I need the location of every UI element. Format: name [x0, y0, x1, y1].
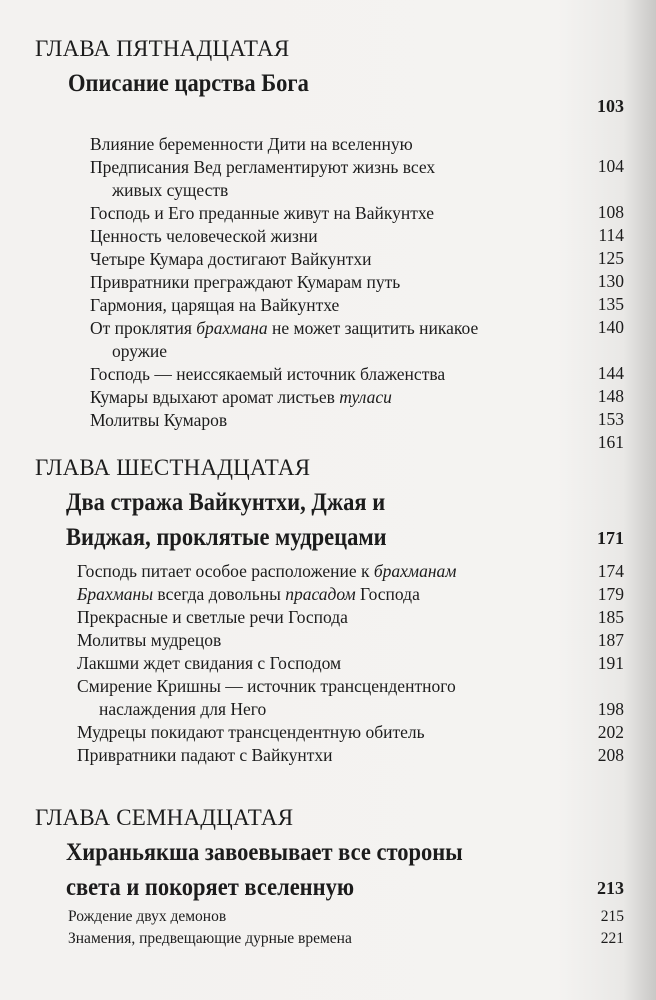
text-segment: Привратники преграждают Кумарам путь — [90, 272, 401, 292]
page-number: 179 — [597, 584, 624, 604]
entry-text — [77, 653, 341, 674]
entry-text — [77, 607, 348, 628]
text-segment: Мудрецы покидают трансцендентную обитель — [77, 722, 425, 742]
page-number: 140 — [597, 317, 624, 337]
page-number: 161 — [597, 432, 624, 452]
page-number: 144 — [597, 363, 624, 383]
page-number: 191 — [597, 653, 624, 673]
text-segment: Рождение двух демонов — [68, 908, 227, 925]
chapter-title: света и покоряет вселенную — [66, 874, 355, 901]
entry-text — [90, 157, 435, 178]
entry-text — [77, 561, 456, 582]
entry-text — [77, 630, 221, 651]
text-segment: Влияние беременности Дити на вселенную — [90, 134, 413, 154]
text-segment: Господь питает особое расположение к — [77, 561, 374, 581]
italic-term: туласи — [339, 387, 392, 407]
page-number: 198 — [597, 699, 624, 719]
page-number: 135 — [597, 294, 624, 314]
chapter-heading: ГЛАВА ПЯТНАДЦАТАЯ — [35, 36, 290, 61]
page-number: 130 — [597, 271, 624, 291]
entry-text — [90, 226, 318, 247]
text-segment: Гармония, царящая на Вайкунтхе — [90, 295, 340, 315]
italic-term: брахмана — [196, 318, 268, 338]
text-segment: Господь и Его преданные живут на Вайкунтхе — [90, 203, 434, 223]
entry-text — [90, 295, 339, 316]
chapter-title: Описание царства Бога — [68, 70, 309, 97]
chapter-heading: ГЛАВА ШЕСТНАДЦАТАЯ — [35, 455, 311, 480]
entry-text — [90, 249, 372, 270]
entry-text — [112, 180, 228, 201]
text-segment: Лакшми ждет свидания с Господом — [77, 653, 342, 673]
italic-term: брахманам — [373, 561, 457, 581]
page-number: 153 — [597, 409, 624, 429]
text-segment: Знамения, предвещающие дурные времена — [68, 930, 352, 947]
entry-text — [77, 722, 425, 743]
chapter-page-number: 103 — [597, 96, 624, 116]
page-number: 108 — [597, 202, 624, 222]
text-segment: Предписания Вед регламентируют жизнь всех — [90, 157, 436, 177]
italic-term: Брахманы — [77, 584, 154, 604]
entry-text — [90, 387, 392, 408]
chapter-page-number: 213 — [597, 878, 624, 898]
page-number: 104 — [597, 156, 624, 176]
chapter-title: Два стража Вайкунтхи, Джая и — [66, 489, 386, 516]
text-segment: Ценность человеческой жизни — [90, 226, 318, 246]
text-segment: Смирение Кришны — источник трансцендентного — [77, 676, 456, 696]
entry-text — [112, 341, 167, 362]
page-number: 185 — [597, 607, 624, 627]
page-number: 174 — [597, 561, 624, 581]
page-number: 202 — [597, 722, 624, 742]
entry-text — [77, 584, 420, 605]
page-number: 125 — [597, 248, 624, 268]
entry-text — [68, 930, 352, 948]
entry-text — [68, 908, 226, 926]
page-number: 114 — [598, 225, 624, 245]
text-segment: Молитвы Кумаров — [90, 410, 228, 430]
text-segment: не может защитить никакое — [267, 318, 479, 338]
entry-text — [90, 272, 400, 293]
text-segment: Прекрасные и светлые речи Господа — [77, 607, 348, 627]
text-segment: наслаждения для Него — [99, 699, 267, 719]
chapter-page-number: 171 — [597, 528, 624, 548]
entry-text — [77, 676, 456, 697]
entry-text — [90, 364, 445, 385]
page-number: 208 — [597, 745, 624, 765]
text-segment: оружие — [112, 341, 168, 361]
entry-text — [77, 745, 332, 766]
text-segment: От проклятия — [90, 318, 197, 338]
chapter-heading: ГЛАВА СЕМНАДЦАТАЯ — [35, 805, 294, 830]
chapter-title: Виджая, проклятые мудрецами — [66, 524, 387, 551]
entry-text — [90, 134, 413, 155]
page-number: 187 — [597, 630, 624, 650]
italic-term: прасадом — [285, 584, 356, 604]
page-number: 215 — [600, 908, 624, 925]
entry-text — [90, 410, 227, 431]
entry-text — [90, 203, 434, 224]
text-segment: живых существ — [112, 180, 229, 200]
text-segment: Господь — неиссякаемый источник блаженства — [90, 364, 446, 384]
text-segment: Молитвы мудрецов — [77, 630, 222, 650]
page-number: 148 — [597, 386, 624, 406]
text-segment: Четыре Кумара достигают Вайкунтхи — [90, 249, 372, 269]
chapter-title: Хираньякша завоевывает все стороны — [66, 839, 463, 866]
entry-text — [99, 699, 266, 720]
text-segment: всегда довольны — [153, 584, 286, 604]
page-number: 221 — [600, 930, 624, 947]
text-segment: Кумары вдыхают аромат листьев — [90, 387, 340, 407]
text-segment: Господа — [355, 584, 420, 604]
entry-text — [90, 318, 478, 339]
text-segment: Привратники падают с Вайкунтхи — [77, 745, 333, 765]
